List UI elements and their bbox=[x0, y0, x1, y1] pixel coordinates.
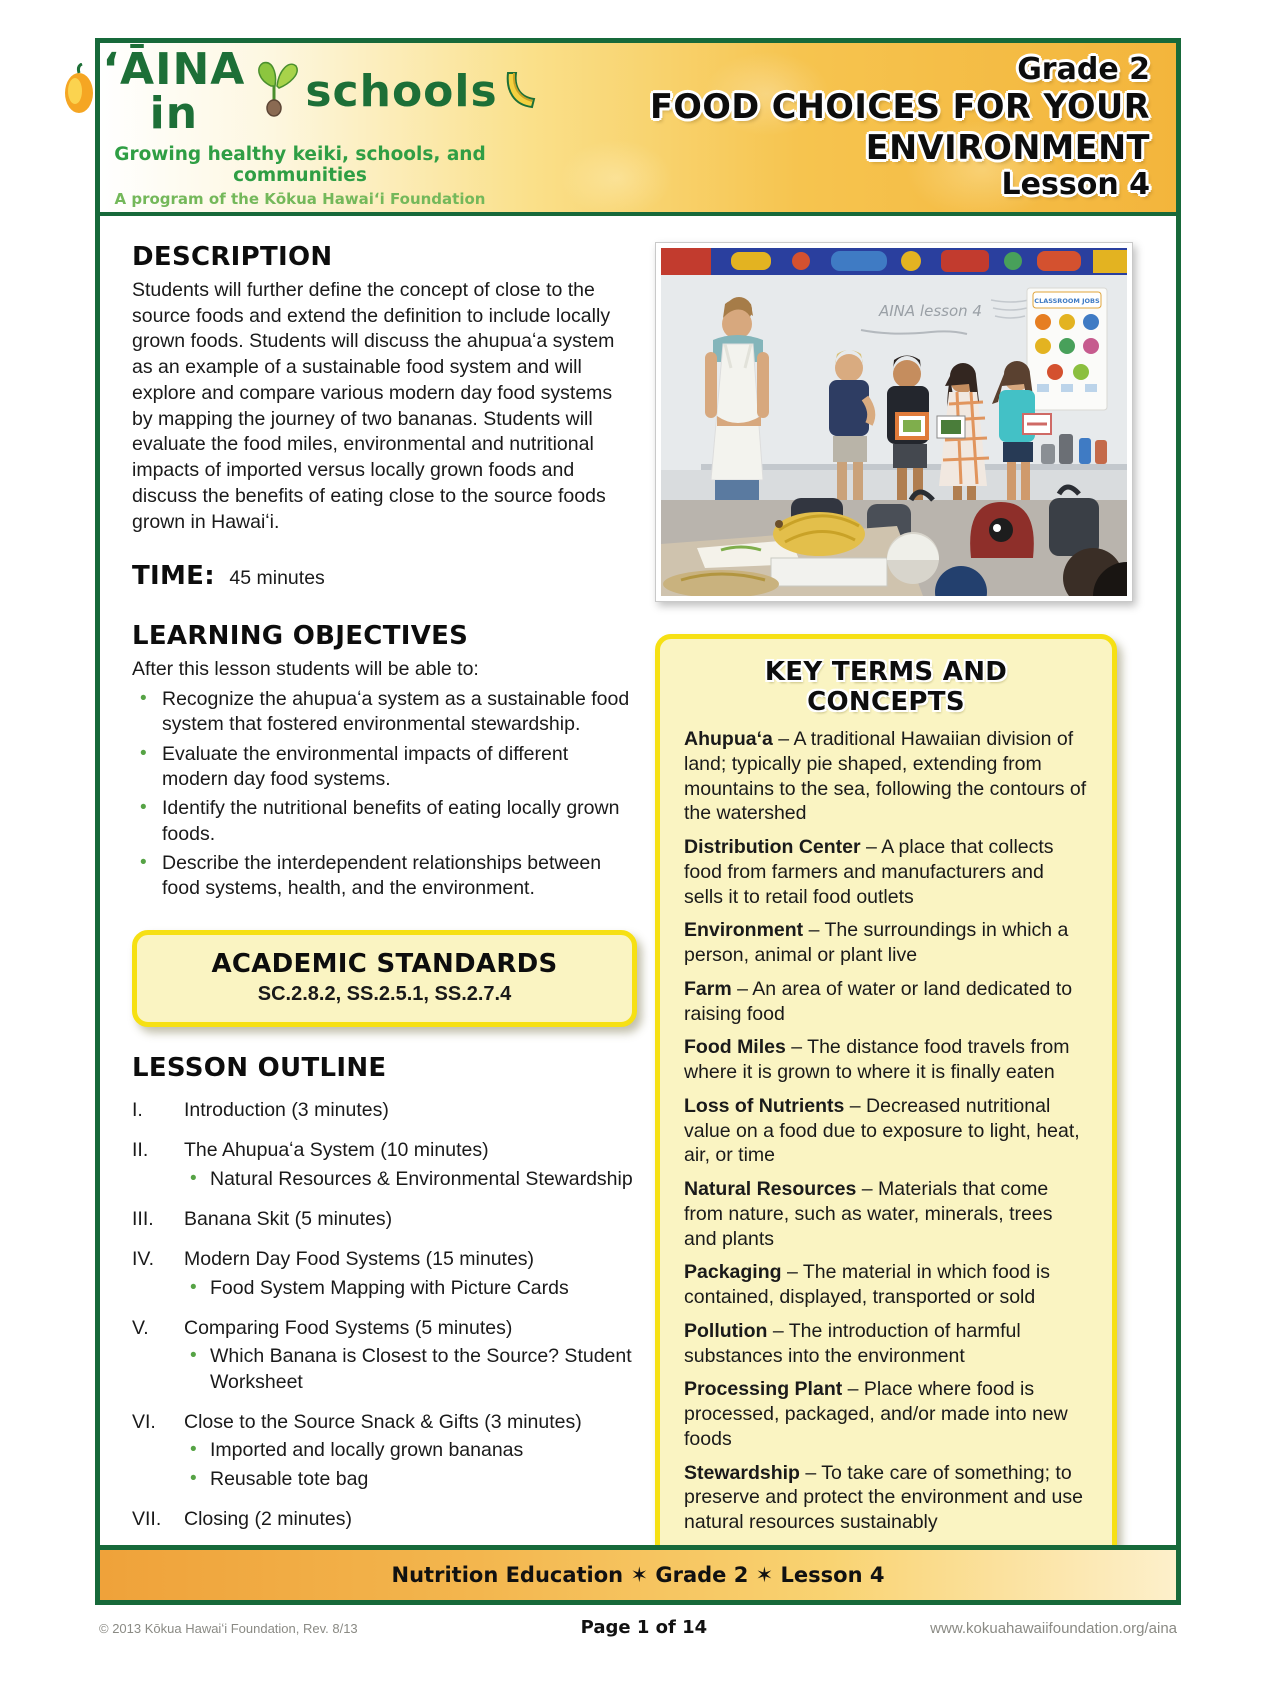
key-terms-heading: KEY TERMS AND CONCEPTS bbox=[764, 657, 1008, 717]
outline-item-text: The Ahupuaʻa System (10 minutes) bbox=[184, 1139, 489, 1162]
key-term-name: Loss of Nutrients – bbox=[684, 1095, 866, 1117]
whiteboard-text: AINA lesson 4 bbox=[879, 302, 982, 320]
header-banner bbox=[100, 43, 1176, 216]
key-term-definition: The surroundings in which a person, animal or plant live bbox=[684, 919, 1069, 966]
kalo-leaf-icon bbox=[251, 60, 299, 123]
key-term-definition: The material in which food is contained, displayed, transported or sold bbox=[684, 1261, 1050, 1308]
poster-title: CLASSROOM JOBS bbox=[1034, 297, 1100, 305]
key-term-definition: Materials that come from nature, such as water, minerals, trees and plants bbox=[684, 1178, 1053, 1250]
outline-subitem: • Imported and locally grown bananas bbox=[184, 1438, 637, 1463]
key-term bbox=[684, 977, 1088, 1027]
objective-item: • Describe the interdependent relationships between food systems, health, and the environment. bbox=[132, 851, 637, 902]
key-term-name: Processing Plant – bbox=[684, 1378, 864, 1400]
key-term bbox=[684, 835, 1088, 909]
outline-subitem: • Reusable tote bag bbox=[184, 1467, 637, 1492]
key-term-definition: A traditional Hawaiian division of land; typically pie shaped, extending from mountains to the sea, following the contours of the watershed bbox=[684, 728, 1087, 825]
objectives-heading: LEARNING OBJECTIVES bbox=[132, 621, 469, 652]
outline-item-text: Modern Day Food Systems (15 minutes) bbox=[184, 1248, 535, 1271]
key-term-definition: A place that collects food from farmers and manufacturers and sells it to retail food outlets bbox=[684, 836, 1054, 908]
grade-label: Grade 2 bbox=[1017, 51, 1150, 87]
objective-item: • Identify the nutritional benefits of eating locally grown foods. bbox=[132, 796, 637, 847]
outline-item bbox=[132, 1098, 637, 1123]
key-term-name: Packaging – bbox=[684, 1261, 803, 1283]
key-term-name: Natural Resources – bbox=[684, 1178, 878, 1200]
outline-subitems bbox=[184, 1438, 637, 1492]
right-column bbox=[655, 242, 1148, 1545]
key-term bbox=[684, 1461, 1088, 1535]
outline-subitem: • Which Banana is Closest to the Source? Student Worksheet bbox=[184, 1344, 637, 1395]
outline-subitem: • Food System Mapping with Picture Cards bbox=[184, 1276, 637, 1301]
lesson-title-block bbox=[486, 53, 1150, 202]
logo-tagline: Growing healthy keiki, schools, and communities bbox=[114, 143, 486, 186]
outline-subitem: • Natural Resources & Environmental Stewardship bbox=[184, 1167, 637, 1192]
outline-item-text: Introduction (3 minutes) bbox=[184, 1098, 389, 1121]
outline-item bbox=[132, 1316, 637, 1395]
page-number: Page 1 of 14 bbox=[580, 1617, 708, 1638]
objectives-intro: After this lesson students will be able to: bbox=[132, 658, 479, 681]
key-term-name: Stewardship – bbox=[684, 1462, 821, 1484]
outline-numeral: VI. bbox=[132, 1410, 156, 1433]
outline-item bbox=[132, 1507, 637, 1532]
key-term-definition: Decreased nutritional value on a food due to exposure to light, heat, air, or time bbox=[684, 1094, 1080, 1167]
outline-heading: LESSON OUTLINE bbox=[132, 1052, 387, 1083]
key-term-name: Distribution Center – bbox=[684, 836, 881, 858]
key-term bbox=[684, 1177, 1088, 1251]
outline-subitems bbox=[184, 1167, 637, 1192]
outline-numeral: II. bbox=[132, 1139, 149, 1162]
outline-item-text: Comparing Food Systems (5 minutes) bbox=[184, 1316, 513, 1339]
standards-heading: ACADEMIC STANDARDS bbox=[211, 948, 558, 979]
outline-item bbox=[132, 1410, 637, 1492]
bananas bbox=[773, 512, 865, 556]
outline-numeral: I. bbox=[132, 1098, 143, 1121]
key-term bbox=[684, 918, 1088, 968]
key-term-name: Pollution – bbox=[684, 1320, 789, 1342]
outline-numeral: IV. bbox=[132, 1248, 155, 1271]
page-frame bbox=[95, 38, 1181, 1605]
left-column bbox=[132, 242, 637, 1545]
outline-item-text: Banana Skit (5 minutes) bbox=[184, 1207, 393, 1230]
outline-numeral: III. bbox=[132, 1207, 154, 1230]
outline-item bbox=[132, 1247, 637, 1301]
description-body: Students will further define the concept of close to the source foods and extend the definition to include locally grown foods. Students will discuss the ahupuaʻa system as an example of a sustainable food system and will explore and compare various modern day food systems by mapping the journey of two bananas. Students will evaluate the food miles, environmental and nutritional impacts of imported versus locally grown foods and discuss the benefits of eating close to the source foods grown in Hawaiʻi. bbox=[132, 279, 615, 533]
logo-wordmark-right: schools bbox=[305, 65, 498, 117]
website-url: www.kokuahawaiifoundation.org/aina bbox=[930, 1620, 1177, 1637]
outline-list bbox=[132, 1098, 637, 1532]
key-term-name: Food Miles – bbox=[684, 1036, 807, 1058]
page-footer bbox=[95, 1617, 1181, 1638]
description-heading: DESCRIPTION bbox=[132, 242, 333, 272]
time-value: 45 minutes bbox=[229, 567, 325, 590]
key-term bbox=[684, 1377, 1088, 1451]
logo-program-line: A program of the Kōkua Hawaiʻi Foundation bbox=[114, 189, 486, 208]
objective-item: • Evaluate the environmental impacts of different modern day food systems. bbox=[132, 742, 637, 793]
time-heading: TIME: bbox=[132, 561, 215, 592]
key-term bbox=[684, 1094, 1088, 1168]
outline-subitems bbox=[184, 1276, 637, 1301]
classroom-photo bbox=[655, 242, 1133, 602]
learning-objectives-section bbox=[132, 621, 637, 901]
footer-band-text: Nutrition Education ✶ Grade 2 ✶ Lesson 4 bbox=[391, 1563, 885, 1587]
time-section bbox=[132, 561, 637, 591]
outline-item-text: Close to the Source Snack & Gifts (3 minutes) bbox=[184, 1410, 582, 1433]
key-term bbox=[684, 1035, 1088, 1085]
outline-subitems bbox=[184, 1344, 637, 1395]
footer-band bbox=[100, 1545, 1176, 1600]
content-area bbox=[100, 216, 1176, 1545]
objectives-list bbox=[132, 687, 637, 902]
key-term-definition: Place where food is processed, packaged, and/or made into new foods bbox=[684, 1378, 1068, 1450]
standards-codes: SC.2.8.2, SS.2.5.1, SS.2.7.4 bbox=[257, 982, 512, 1005]
key-term-name: Farm – bbox=[684, 978, 752, 1000]
aina-in-schools-logo bbox=[102, 43, 498, 208]
outline-item bbox=[132, 1207, 637, 1232]
key-term-definition: An area of water or land dedicated to raising food bbox=[684, 977, 1073, 1025]
key-term-definition: The distance food travels from where it is grown to where it is finally eaten bbox=[684, 1036, 1070, 1083]
key-term bbox=[684, 1319, 1088, 1369]
key-term-definition: The introduction of harmful substances into the environment bbox=[684, 1319, 1021, 1367]
classroom-jobs-poster bbox=[1027, 288, 1107, 410]
papaya-icon bbox=[62, 63, 96, 120]
key-terms-list bbox=[684, 727, 1088, 1535]
key-term-name: Ahupuaʻa – bbox=[684, 728, 793, 750]
lesson-outline-section bbox=[132, 1053, 637, 1532]
key-term bbox=[684, 727, 1088, 826]
page-title: FOOD CHOICES FOR YOUR ENVIRONMENT bbox=[650, 87, 1150, 167]
key-term bbox=[684, 1260, 1088, 1310]
outline-numeral: VII. bbox=[132, 1507, 162, 1530]
outline-numeral: V. bbox=[132, 1316, 149, 1339]
lesson-label: Lesson 4 bbox=[1001, 166, 1150, 202]
description-section bbox=[132, 242, 637, 535]
key-term-definition: To take care of something; to preserve and protect the environment and use natural resources sustainably bbox=[684, 1461, 1083, 1533]
outline-item bbox=[132, 1138, 637, 1192]
key-term-name: Environment – bbox=[684, 919, 825, 941]
academic-standards-box bbox=[132, 930, 637, 1027]
key-terms-box bbox=[655, 634, 1117, 1545]
objective-item: • Recognize the ahupuaʻa system as a sustainable food system that fostered environmental stewardship. bbox=[132, 687, 637, 738]
outline-item-text: Closing (2 minutes) bbox=[184, 1507, 352, 1530]
copyright-text: © 2013 Kōkua Hawaiʻi Foundation, Rev. 8/13 bbox=[99, 1621, 358, 1636]
logo-wordmark-left: ʻĀINA in bbox=[102, 43, 246, 139]
